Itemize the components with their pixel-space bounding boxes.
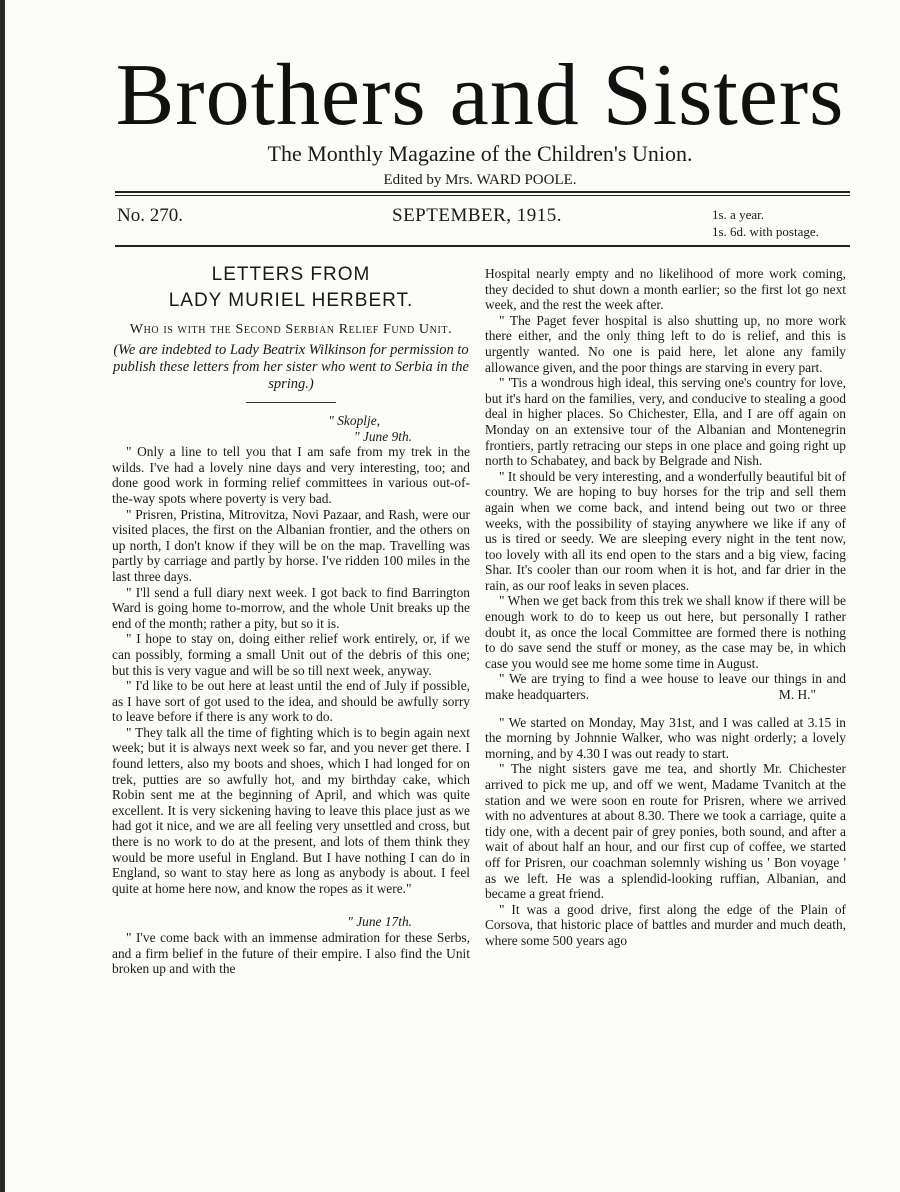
left-column bbox=[112, 262, 470, 977]
price-line-yearly: 1s. a year. bbox=[712, 207, 764, 222]
article-subheading: Who is with the Second Serbian Relief Fund Unit. bbox=[129, 322, 453, 337]
price-info bbox=[712, 206, 819, 240]
top-rule bbox=[115, 191, 850, 193]
paragraph: " When we get back from this trek we shall know if there will be enough work to do to keep us out here, but personally I rather doubt it, as once the local Committee are formed there is nothing to do save send the stuff or money, as the case may be, in which case you would see me home some time in August. bbox=[485, 593, 846, 671]
paragraph: " 'Tis a wondrous high ideal, this serving one's country for love, but it's hard on the families, very, and conducive to stealing a good deal in higher places. So Chichester, Ella, and I are off again on Monday on an extensive tour of the Albanian and Montenegrin frontiers, partly retracing our steps in one place and going right up north to Schabatey, and back by Belgrade and Nish. bbox=[485, 375, 846, 469]
right-column bbox=[485, 266, 846, 949]
paragraph: Hospital nearly empty and no likelihood of more work coming, they decided to shut down a month earlier; so the first lot go next week, and the rest the week after. bbox=[485, 266, 846, 313]
top-rule-thin bbox=[115, 195, 850, 196]
price-line-postage: 1s. 6d. with postage. bbox=[712, 224, 819, 239]
paragraph: " I'll send a full diary next week. I got back to find Barrington Ward is going home to-morrow, and the whole Unit breaks up the end of the month; rather a pity, but so it is. bbox=[112, 584, 470, 631]
paragraph: " I hope to stay on, doing either relief work entirely, or, if we can possibly, forming a small Unit out of the debris of this one; but this is very vague and will be so till next week, anyway. bbox=[112, 631, 470, 678]
paragraph: " It should be very interesting, and a wonderfully beautiful bit of country. We are hoping to buy horses for the trip and sell them again when we come back, and intend being out two or three weeks, with the possibility of staying anywhere we like if any of us is tired or seedy. We are sleeping every night in the tent now, too lovely with all its end open to the stars and a big view, facing Shar. It's cooler than our room when it is hot, and far drier in the rain, as our roof leaks in seven places. bbox=[485, 468, 846, 593]
paragraph: " We are trying to find a wee house to leave our things in and make headquarters. bbox=[485, 671, 846, 703]
article-intro: (We are indebted to Lady Beatrix Wilkinson for permission to publish these letters from her sister who went to Serbia in the spring.) bbox=[113, 342, 469, 392]
article-heading-line-2: LADY MURIEL HERBERT. bbox=[168, 290, 414, 311]
paragraph: " We started on Monday, May 31st, and I was called at 3.15 in the morning by Johnnie Walker, who was night orderly; a lovely morning, and by 4.30 I was out ready to start. bbox=[485, 714, 846, 761]
issue-number: No. 270. bbox=[117, 205, 183, 226]
letter-signature: M. H." bbox=[778, 687, 816, 703]
magazine-subtitle: The Monthly Magazine of the Children's Union. bbox=[267, 141, 693, 166]
paragraph: " It was a good drive, first along the edge of the Plain of Corsova, that historic place of battles and murder and much death, where some 500 years ago bbox=[485, 901, 846, 948]
letter-date: " June 17th. bbox=[347, 914, 412, 930]
paragraph: " Only a line to tell you that I am safe from my trek in the wilds. I've had a lovely nine days and very interesting, too; and done good work in forming relief committees in various out-of-the-way spots where poverty is very bad. bbox=[112, 444, 470, 506]
letter-place: " Skoplje, bbox=[328, 413, 380, 428]
paragraph: " I'd like to be out here at least until the end of July if possible, as I have sort of got used to the idea, and should be awfully sorry to leave before if there is any work to do. bbox=[112, 678, 470, 725]
editor-line: Edited by Mrs. WARD POOLE. bbox=[383, 172, 577, 188]
paragraph: " I've come back with an immense admiration for these Serbs, and a firm belief in the future of their empire. I also find the Unit broken up and with the bbox=[112, 930, 470, 977]
paragraph: " The Paget fever hospital is also shutting up, no more work there either, and the only thing left to do is relief, and this is urgently wanted. No one is paid here, let alone any family allowance given, and the poor things are starving in every part. bbox=[485, 312, 846, 375]
page-edge bbox=[0, 0, 5, 1192]
paragraph: " Prisren, Pristina, Mitrovitza, Novi Pazaar, and Rash, were our visited places, the first on the Albanian frontier, and the others on up north, I don't know if they will be on the map. Travelling was partly by carriage and partly by horse. I've ridden 100 miles in the last three days. bbox=[112, 506, 470, 584]
letter-date: " June 9th. bbox=[353, 428, 412, 444]
bottom-rule bbox=[115, 245, 850, 247]
issue-date: SEPTEMBER, 1915. bbox=[392, 205, 563, 226]
magazine-title: Brothers and Sisters bbox=[115, 47, 845, 144]
article-heading-line-1: LETTERS FROM bbox=[211, 264, 371, 285]
section-divider bbox=[246, 402, 336, 403]
paragraph: " The night sisters gave me tea, and shortly Mr. Chichester arrived to pick me up, and off we went, Madame Tvanitch at the station and we were soon en route for Prisren, where we arrived with no adventures at about 8.30. There we took a carriage, quite a tidy one, with a decent pair of grey ponies, both sound, and after a wait of about half an hour, and our first cup of coffee, we started off for Prisren, our coachman solemnly wishing us ' Bon voyage ' as we left. He was a splendid-looking ruffian, Albanian, and became a great friend. bbox=[485, 761, 846, 902]
paragraph: " They talk all the time of fighting which is to begin again next week; but it is always next week so far, and you never get there. I found letters, also my boots and shoes, which I had longed for on trek, putties are so awfully hot, and my birthday cake, which Robin sent me at the beginning of April, and which was quite excellent. It is very sickening having to leave this place just as we had got it nice, and we are all feeling very unsettled and cross, but there is no work to do at the present, and lots of them think they would be more useful in England. But I have nothing I can do in England, so want to stay here as long as anybody is about. I feel quite at home here now, and know the ropes as it were." bbox=[112, 724, 470, 896]
